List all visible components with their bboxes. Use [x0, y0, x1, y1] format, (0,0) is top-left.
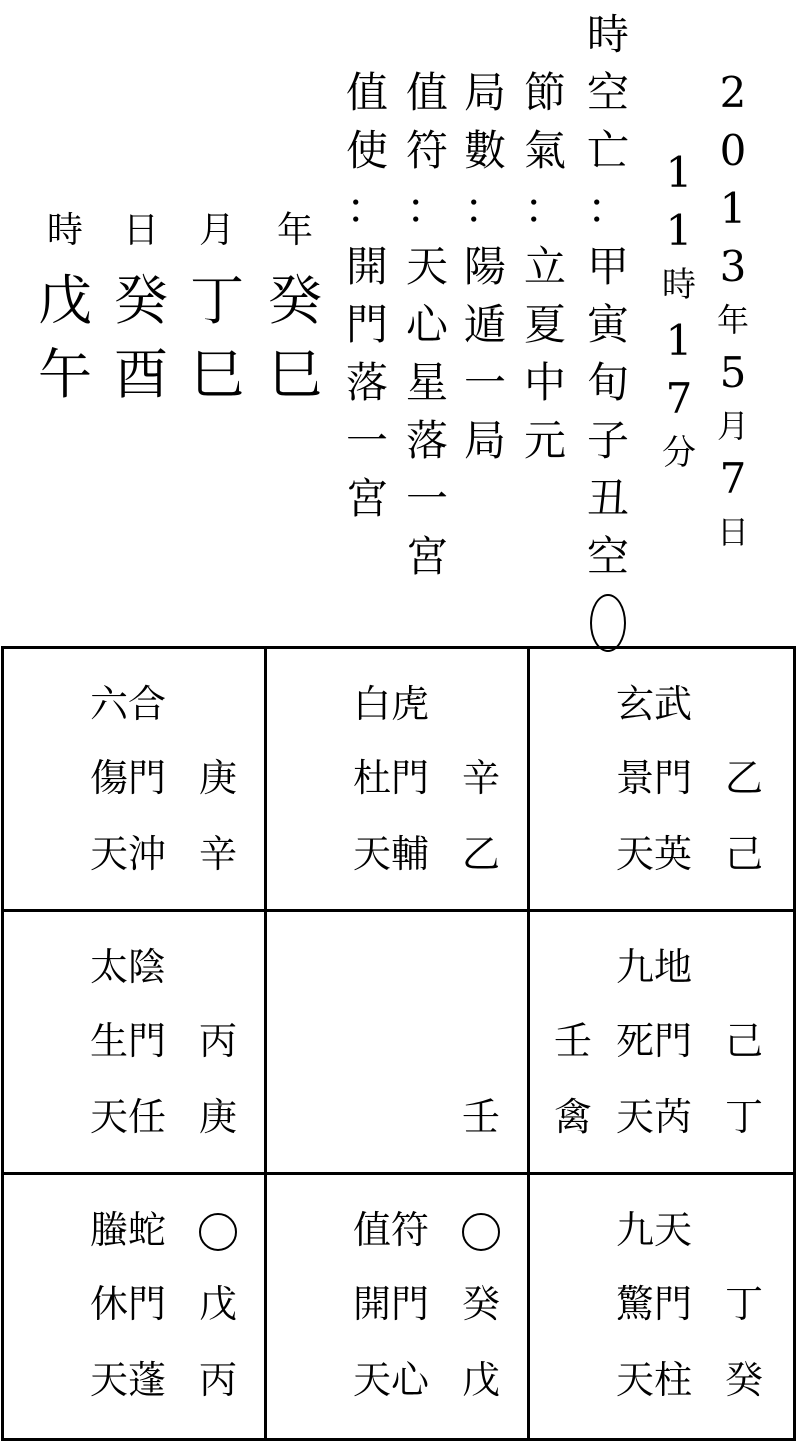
info-char: ：: [345, 184, 388, 233]
pillar-label: 日: [122, 210, 159, 251]
star-stem: 丙: [199, 1358, 238, 1402]
star-stem: 戊: [462, 1358, 501, 1402]
pillar-stem: 丁: [190, 269, 244, 332]
info-char: 節: [523, 68, 566, 117]
info-char: 氣: [523, 126, 566, 175]
date-char: 5: [719, 348, 747, 397]
info-char: 局: [463, 68, 506, 117]
door-label: 驚門: [616, 1282, 693, 1326]
info-char: 時: [586, 10, 629, 59]
info-char: 符: [405, 126, 448, 175]
info-char: 一: [463, 358, 506, 407]
pillar-stem: 戊: [38, 269, 92, 332]
palace-cell: [267, 1175, 530, 1438]
info-char: 天: [405, 242, 448, 291]
info-char: 開: [345, 242, 388, 291]
door-stem: 丙: [199, 1019, 238, 1063]
deity-label: 九地: [616, 945, 693, 989]
star-label: 天心: [353, 1358, 430, 1402]
info-char: 落: [345, 358, 388, 407]
deity-label: 螣蛇: [90, 1208, 167, 1252]
star-prefix: 禽: [554, 1095, 593, 1139]
info-char: 亡: [586, 126, 629, 175]
door-label: 休門: [90, 1282, 167, 1326]
deity-label: 白虎: [353, 682, 430, 726]
star-stem: 庚: [199, 1095, 238, 1139]
door-label: 生門: [90, 1019, 167, 1063]
door-label: 杜門: [353, 756, 430, 800]
star-label: 天輔: [353, 832, 430, 876]
info-char: ：: [523, 184, 566, 233]
star-label: 天沖: [90, 832, 167, 876]
info-char: 心: [405, 300, 448, 349]
info-char: ：: [405, 184, 448, 233]
star-stem: 癸: [725, 1358, 764, 1402]
palace-cell: [530, 912, 793, 1175]
pillar: [110, 206, 172, 412]
info-char: ：: [586, 184, 629, 233]
pillar-label: 時: [46, 210, 83, 251]
palace-cell: [4, 912, 267, 1175]
date-char: 月: [716, 407, 749, 445]
info-column: [520, 68, 570, 478]
door-stem: 戊: [199, 1282, 238, 1326]
time-char: 1: [665, 206, 693, 255]
palace-cell: [530, 1175, 793, 1438]
pillar-stem: 癸: [268, 269, 322, 332]
pillar-branch: 巳: [190, 343, 244, 406]
deity-label: 玄武: [616, 682, 693, 726]
palace-cell: [530, 649, 793, 912]
date-char: 0: [719, 126, 747, 175]
date-column: [708, 68, 758, 564]
palace-grid: [1, 646, 796, 1441]
time-char: 分: [662, 433, 696, 473]
time-char: 時: [662, 265, 696, 305]
deity-label: 值符: [353, 1208, 430, 1252]
time-char: 7: [665, 374, 693, 423]
star-label: 天蓬: [90, 1358, 167, 1402]
info-char: 值: [405, 68, 448, 117]
door-label: 景門: [616, 756, 693, 800]
info-char: 旬: [586, 358, 629, 407]
door-label: 開門: [353, 1282, 430, 1326]
void-circle-icon: [590, 594, 626, 652]
info-char: ：: [463, 184, 506, 233]
star-stem: 丁: [725, 1095, 764, 1139]
palace-cell: [267, 649, 530, 912]
info-char: 夏: [523, 300, 566, 349]
pillar-branch: 午: [38, 343, 92, 406]
info-char: 寅: [586, 300, 629, 349]
info-char: 局: [463, 416, 506, 465]
deity-label: 九天: [616, 1208, 693, 1252]
door-label: 傷門: [90, 756, 167, 800]
door-stem: 辛: [462, 756, 501, 800]
star-label: 天任: [90, 1095, 167, 1139]
pillar-label: 月: [198, 210, 235, 251]
info-char: 值: [345, 68, 388, 117]
palace-cell: [4, 649, 267, 912]
star-label: 天英: [616, 832, 693, 876]
info-column: [342, 68, 392, 536]
date-char: 2: [719, 68, 747, 117]
door-stem: 己: [725, 1019, 764, 1063]
info-char: 元: [523, 416, 566, 465]
date-char: 7: [719, 454, 747, 503]
pillar-branch: 酉: [114, 343, 168, 406]
info-char: 落: [405, 416, 448, 465]
door-prefix: 壬: [554, 1019, 593, 1063]
info-char: 立: [523, 242, 566, 291]
door-stem: 癸: [462, 1282, 501, 1326]
info-char: 甲: [586, 242, 629, 291]
star-stem: 己: [725, 832, 764, 876]
time-char: 1: [665, 148, 693, 197]
info-char: 遁: [463, 300, 506, 349]
star-label: 天柱: [616, 1358, 693, 1402]
time-column: [654, 148, 704, 488]
pillar-branch: 巳: [268, 343, 322, 406]
date-char: 3: [719, 242, 747, 291]
info-char: 數: [463, 126, 506, 175]
date-char: 1: [719, 184, 747, 233]
info-char: 空: [586, 532, 629, 581]
info-column: [460, 68, 510, 478]
palace-cell: [267, 912, 530, 1175]
star-stem: 乙: [462, 832, 501, 876]
door-label: 死門: [616, 1019, 693, 1063]
info-char: 門: [345, 300, 388, 349]
star-label: 天芮: [616, 1095, 693, 1139]
door-stem: 丁: [725, 1282, 764, 1326]
pillar-stem: 癸: [114, 269, 168, 332]
pillar: [264, 206, 326, 412]
info-char: 宮: [405, 532, 448, 581]
date-char: 年: [716, 301, 749, 339]
door-stem: 庚: [199, 756, 238, 800]
info-char: 一: [405, 474, 448, 523]
deity-label: 太陰: [90, 945, 167, 989]
info-char: 使: [345, 126, 388, 175]
info-column: [402, 68, 452, 594]
void-circle-icon: [199, 1213, 237, 1251]
info-char: 一: [345, 416, 388, 465]
star-stem: 辛: [199, 832, 238, 876]
date-char: 日: [716, 513, 749, 551]
info-char: 空: [586, 68, 629, 117]
circle-icon: [590, 594, 626, 652]
pillar-label: 年: [276, 210, 313, 251]
info-column: [583, 10, 633, 652]
info-char: 宮: [345, 474, 388, 523]
door-stem: 乙: [725, 756, 764, 800]
pillar: [186, 206, 248, 412]
void-circle-icon: [462, 1213, 500, 1251]
deity-label: 六合: [90, 682, 167, 726]
palace-cell: [4, 1175, 267, 1438]
info-char: 丑: [586, 474, 629, 523]
time-char: 1: [665, 316, 693, 365]
info-char: 星: [405, 358, 448, 407]
info-char: 陽: [463, 242, 506, 291]
star-stem: 壬: [462, 1095, 501, 1139]
pillar: [34, 206, 96, 412]
info-char: 子: [586, 416, 629, 465]
info-char: 中: [523, 358, 566, 407]
